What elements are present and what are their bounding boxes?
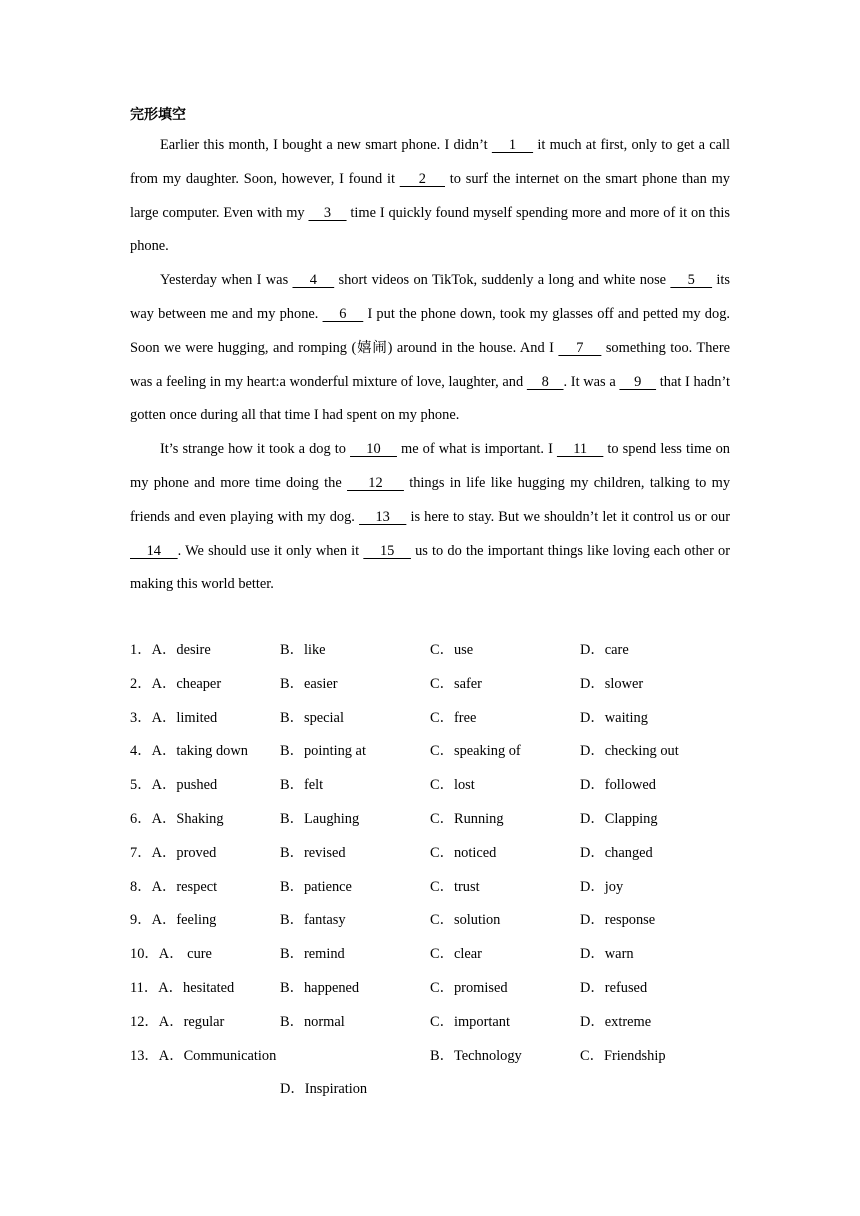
option-a (130, 904, 216, 938)
passage-text: to spend less time on my phone and more time doing the (130, 441, 731, 491)
option-a-text: A． cure (158, 946, 212, 963)
option-row (130, 735, 750, 769)
passage-text: to surf the internet on the smart phone than my large computer. Even with my (130, 170, 730, 221)
passage-text: Yesterday when I was (160, 272, 293, 289)
blank-8: 8 (526, 373, 564, 390)
cloze-passage (130, 129, 730, 602)
passage-paragraph-2 (130, 264, 730, 433)
question-number: 2． (130, 675, 152, 692)
option-d: D．joy (580, 878, 624, 895)
passage-text: is here to stay. But we shouldn’t let it control us or our (406, 508, 731, 525)
question-number: 1． (130, 642, 152, 658)
option-a (130, 803, 224, 837)
blank-15: 15 (363, 542, 411, 559)
option-a-text: A．feeling (151, 912, 217, 929)
option-row (130, 871, 750, 905)
option-c: C．lost (430, 777, 475, 794)
passage-text: Earlier this month, I bought a new smart phone. I didn’t (160, 137, 492, 153)
option-a (130, 634, 211, 668)
blank-3: 3 (308, 204, 347, 221)
option-row (130, 837, 750, 871)
question-number: 12． (130, 1013, 159, 1030)
blank-10: 10 (350, 441, 397, 458)
option-a (130, 837, 216, 871)
option-a-text: A．Shaking (151, 810, 224, 827)
option-a-text: A．taking down (151, 743, 248, 760)
section-title: 完形填空 (130, 107, 186, 123)
passage-text: that I hadn’t gotten once during all that time I had spent on my phone. (130, 373, 730, 424)
option-a-text: A．desire (151, 642, 211, 658)
question-number: 6． (130, 810, 152, 827)
passage-text: time I quickly found myself spending more and more of it on this phone. (130, 204, 731, 255)
option-d: D．refused (580, 979, 648, 996)
option-row-13 (130, 1040, 750, 1074)
passage-text: things in life like hugging my children, talking to my friends and even playing with my dog. (130, 474, 731, 525)
option-b: B．special (280, 709, 344, 726)
option-a (130, 871, 217, 905)
passage-text: . We should use it only when it (177, 542, 364, 559)
option-a-text: A．Communication (158, 1047, 277, 1064)
blank-1: 1 (491, 137, 534, 153)
question-number: 10． (130, 946, 159, 963)
option-d: D．extreme (580, 1013, 652, 1030)
option-row (130, 904, 750, 938)
option-d: D．warn (580, 946, 634, 963)
option-row (130, 938, 750, 972)
passage-paragraph-3 (130, 433, 730, 602)
option-b: B．normal (280, 1013, 345, 1030)
passage-text: me of what is important. I (396, 441, 557, 458)
option-a-text: A．hesitated (158, 979, 235, 996)
option-row-13-continued (130, 1073, 750, 1107)
option-b: B．happened (280, 979, 360, 996)
question-number: 4． (130, 743, 152, 760)
option-a (130, 702, 217, 736)
blank-12: 12 (347, 474, 404, 491)
passage-text: something too. There was a feeling in my heart:a wonderful mixture of love, laughter, and (130, 339, 731, 390)
option-b: B．fantasy (280, 912, 346, 929)
blank-9: 9 (619, 373, 657, 390)
option-d: D．checking out (580, 743, 679, 760)
option-row (130, 1006, 750, 1040)
option-b: B．revised (280, 844, 346, 861)
option-b: B．remind (280, 946, 345, 963)
passage-text: short videos on TikTok, suddenly a long and white nose (334, 272, 671, 289)
option-a (130, 735, 248, 769)
option-c: C．Friendship (580, 1047, 666, 1064)
question-number: 13． (130, 1047, 159, 1064)
option-c: C．safer (430, 675, 482, 692)
option-a-text: A．proved (151, 844, 217, 861)
option-a-text: A．cheaper (151, 675, 222, 692)
option-b: B．Technology (430, 1047, 522, 1064)
question-number: 8． (130, 878, 152, 895)
blank-11: 11 (556, 441, 604, 458)
option-a (130, 972, 234, 1006)
option-a (130, 1006, 224, 1040)
blank-5: 5 (670, 272, 713, 289)
option-b: B．Laughing (280, 810, 360, 827)
option-d: D．slower (580, 675, 644, 692)
blank-6: 6 (322, 305, 364, 322)
passage-text: it much at first, only to get a call from my daughter. Soon, however, I found it (130, 137, 730, 187)
option-c: C．trust (430, 878, 480, 895)
option-row (130, 803, 750, 837)
option-c: C．use (430, 642, 474, 658)
blank-7: 7 (558, 339, 602, 356)
option-a-text: A．limited (151, 709, 218, 726)
option-d: D．followed (580, 777, 656, 794)
option-a (130, 938, 212, 972)
option-c: C．noticed (430, 844, 497, 861)
option-d: D．care (580, 642, 629, 658)
option-d: D．Inspiration (280, 1081, 368, 1098)
option-a-text: A．pushed (151, 777, 218, 794)
option-row (130, 668, 750, 702)
option-b: B．pointing at (280, 743, 366, 760)
option-b: B．easier (280, 675, 338, 692)
option-a-text: A．respect (151, 878, 218, 895)
option-c: C．important (430, 1013, 510, 1030)
question-number: 9． (130, 912, 152, 929)
option-a-text: A．regular (158, 1013, 225, 1030)
option-c: C．speaking of (430, 743, 521, 760)
option-c: C．free (430, 709, 477, 726)
option-d: D．response (580, 912, 656, 929)
question-number: 5． (130, 777, 152, 794)
option-row (130, 769, 750, 803)
blank-2: 2 (399, 170, 445, 187)
blank-4: 4 (292, 272, 335, 289)
option-b: B．patience (280, 878, 352, 895)
option-b: B．like (280, 642, 326, 658)
passage-text: us to do the important things like loving each other or making this world better. (130, 542, 731, 593)
option-c: C．clear (430, 946, 482, 963)
option-d: D．waiting (580, 709, 648, 726)
option-c: C．solution (430, 912, 501, 929)
option-row (130, 702, 750, 736)
passage-text: its way between me and my phone. (130, 272, 730, 322)
passage-text: . It was a (563, 373, 620, 390)
passage-text: I put the phone down, took my glasses off and petted my dog. Soon we were hugging, and romping (嬉闹) around in the house. And I (130, 305, 730, 356)
blank-13: 13 (359, 508, 407, 525)
passage-text: It’s strange how it took a dog to (160, 441, 351, 458)
option-b: B．felt (280, 777, 324, 794)
option-d: D．changed (580, 844, 653, 861)
option-c: C．Running (430, 810, 504, 827)
option-d: D．Clapping (580, 810, 658, 827)
passage-paragraph-1 (130, 129, 730, 264)
option-a (130, 668, 221, 702)
option-a (130, 1040, 276, 1074)
question-number: 7． (130, 844, 152, 861)
option-c: C．promised (430, 979, 508, 996)
option-row (130, 634, 750, 668)
option-a (130, 769, 217, 803)
question-number: 3． (130, 709, 152, 726)
blank-14: 14 (130, 542, 178, 559)
option-row (130, 972, 750, 1006)
question-number: 11． (130, 979, 159, 996)
answer-options (130, 634, 750, 1107)
